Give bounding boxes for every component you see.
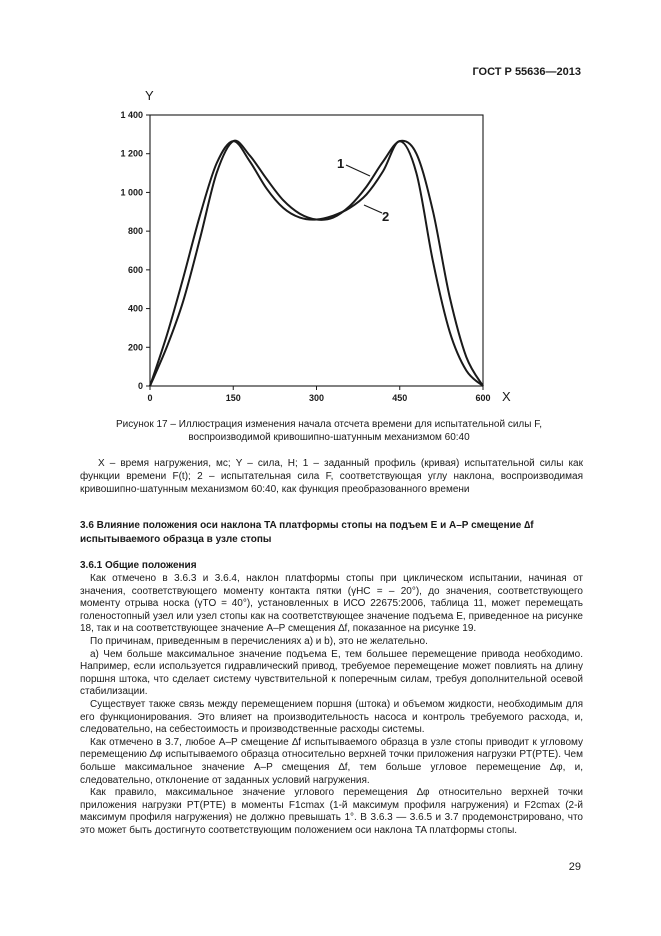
x-axis-label: X — [502, 389, 511, 404]
y-tick-label: 600 — [127, 264, 143, 275]
series-line-2 — [150, 141, 483, 386]
annotation-1-label: 1 — [337, 156, 345, 171]
legend-text: X – время нагружения, мс; Y – сила, Н; 1 – заданный профиль (кривая) испытательной силы как функции времени F(t); 2 – испытательная сила F, соответствующая углу наклона, воспроизводимая кривошипно-шатунным механизмом 60:40, как функция преобразованного времени — [80, 458, 583, 495]
y-tick-label: 1 000 — [120, 187, 143, 198]
figure-17 — [120, 88, 520, 406]
x-tick-label: 300 — [308, 393, 325, 403]
y-tick-label: 200 — [127, 342, 143, 353]
plot-frame — [150, 115, 483, 386]
y-axis-label: Y — [145, 88, 154, 103]
x-tick-label: 600 — [475, 393, 491, 403]
annotation-2-label: 2 — [382, 209, 390, 224]
annotation-1 — [337, 156, 370, 176]
annotation-2 — [364, 205, 389, 224]
paragraph: Существует также связь между перемещением поршня (штока) и объемом жидкости, необходимым для его функционирования. Это влияет на производительность насоса и контроль требуемого расхода, и, следовательно, на себестоимость и производственные расходы системы. — [80, 698, 583, 736]
y-tick-label: 0 — [137, 381, 143, 391]
paragraph: Как правило, максимальное значение углового перемещения ∆φ относительно верхней точки приложения нагрузки PT(PTE) в моменты F1cmax (1-й максимум профиля нагружения) и F2cmax (2-й максимум профиля нагружения) не должно превышать 1°. В 3.6.3 — 3.6.5 и 3.7 продемонстрировано, что это может быть достигнуто соответствующим положением оси наклона TA платформы стопы. — [80, 787, 583, 836]
section-title: 3.6 Влияние положения оси наклона TA платформы стопы на подъем E и A–P смещение ∆f испытываемого образца в узле стопы — [80, 520, 534, 545]
x-tick-label: 450 — [392, 393, 408, 403]
paragraph: Как отмечено в 3.7, любое A–P смещение ∆f испытываемого образца в узле стопы приводит к угловому перемещению ∆φ испытываемого образца относительно верхней точки приложения нагрузки PT(PTE). Чем больше максимальное значение A–P смещения ∆f, тем больше угловое перемещение ∆φ, и, следовательно, отклонение от заданных условий нагружения. — [80, 736, 583, 786]
x-tick-label: 150 — [225, 393, 241, 403]
paragraph: По причинам, приведенным в перечислениях а) и b), это не желательно. — [90, 635, 428, 647]
y-tick-label: 1 400 — [120, 110, 143, 120]
body-text — [80, 573, 583, 837]
page-number: 29 — [568, 861, 581, 873]
y-tick-label: 800 — [127, 226, 143, 237]
force-time-chart — [120, 88, 520, 406]
x-tick-label: 0 — [147, 393, 153, 403]
subsection-title: 3.6.1 Общие положения — [80, 560, 197, 571]
figure-legend — [80, 457, 583, 496]
figure-caption: Рисунок 17 – Иллюстрация изменения начала отсчета времени для испытательной силы F, воспроизводимой кривошипно-шатунным механизмом 60:40 — [115, 419, 543, 443]
paragraph: Как отмечено в 3.6.3 и 3.6.4, наклон платформы стопы при циклическом испытании, начиная от значения, соответствующего моменту контакта пятки (γHC = – 20°), до значения, соответствующего моменту отрыва носка (γTO = 40°), установленных в ИСО 22675:2006, таблица 11, может перемещать голеностопный узел или узел стопы как на соответствующее значение подъема E, приведенное на рисунке 18, так и на соответствующее значение A–P смещения ∆f, показанное на рисунке 19. — [80, 573, 583, 635]
paragraph: а) Чем больше максимальное значение подъема E, тем большее перемещение привода необходимо. Например, если используется гидравлический привод, требуемое перемещение может повлиять на длину поршня штока, что сделает систему чувствительной к поперечным силам, требуя дополнительной осевой стабилизации. — [80, 648, 583, 698]
y-tick-label: 1 200 — [120, 148, 143, 159]
standard-header: ГОСТ Р 55636—2013 — [472, 66, 581, 78]
y-tick-label: 400 — [127, 303, 143, 314]
